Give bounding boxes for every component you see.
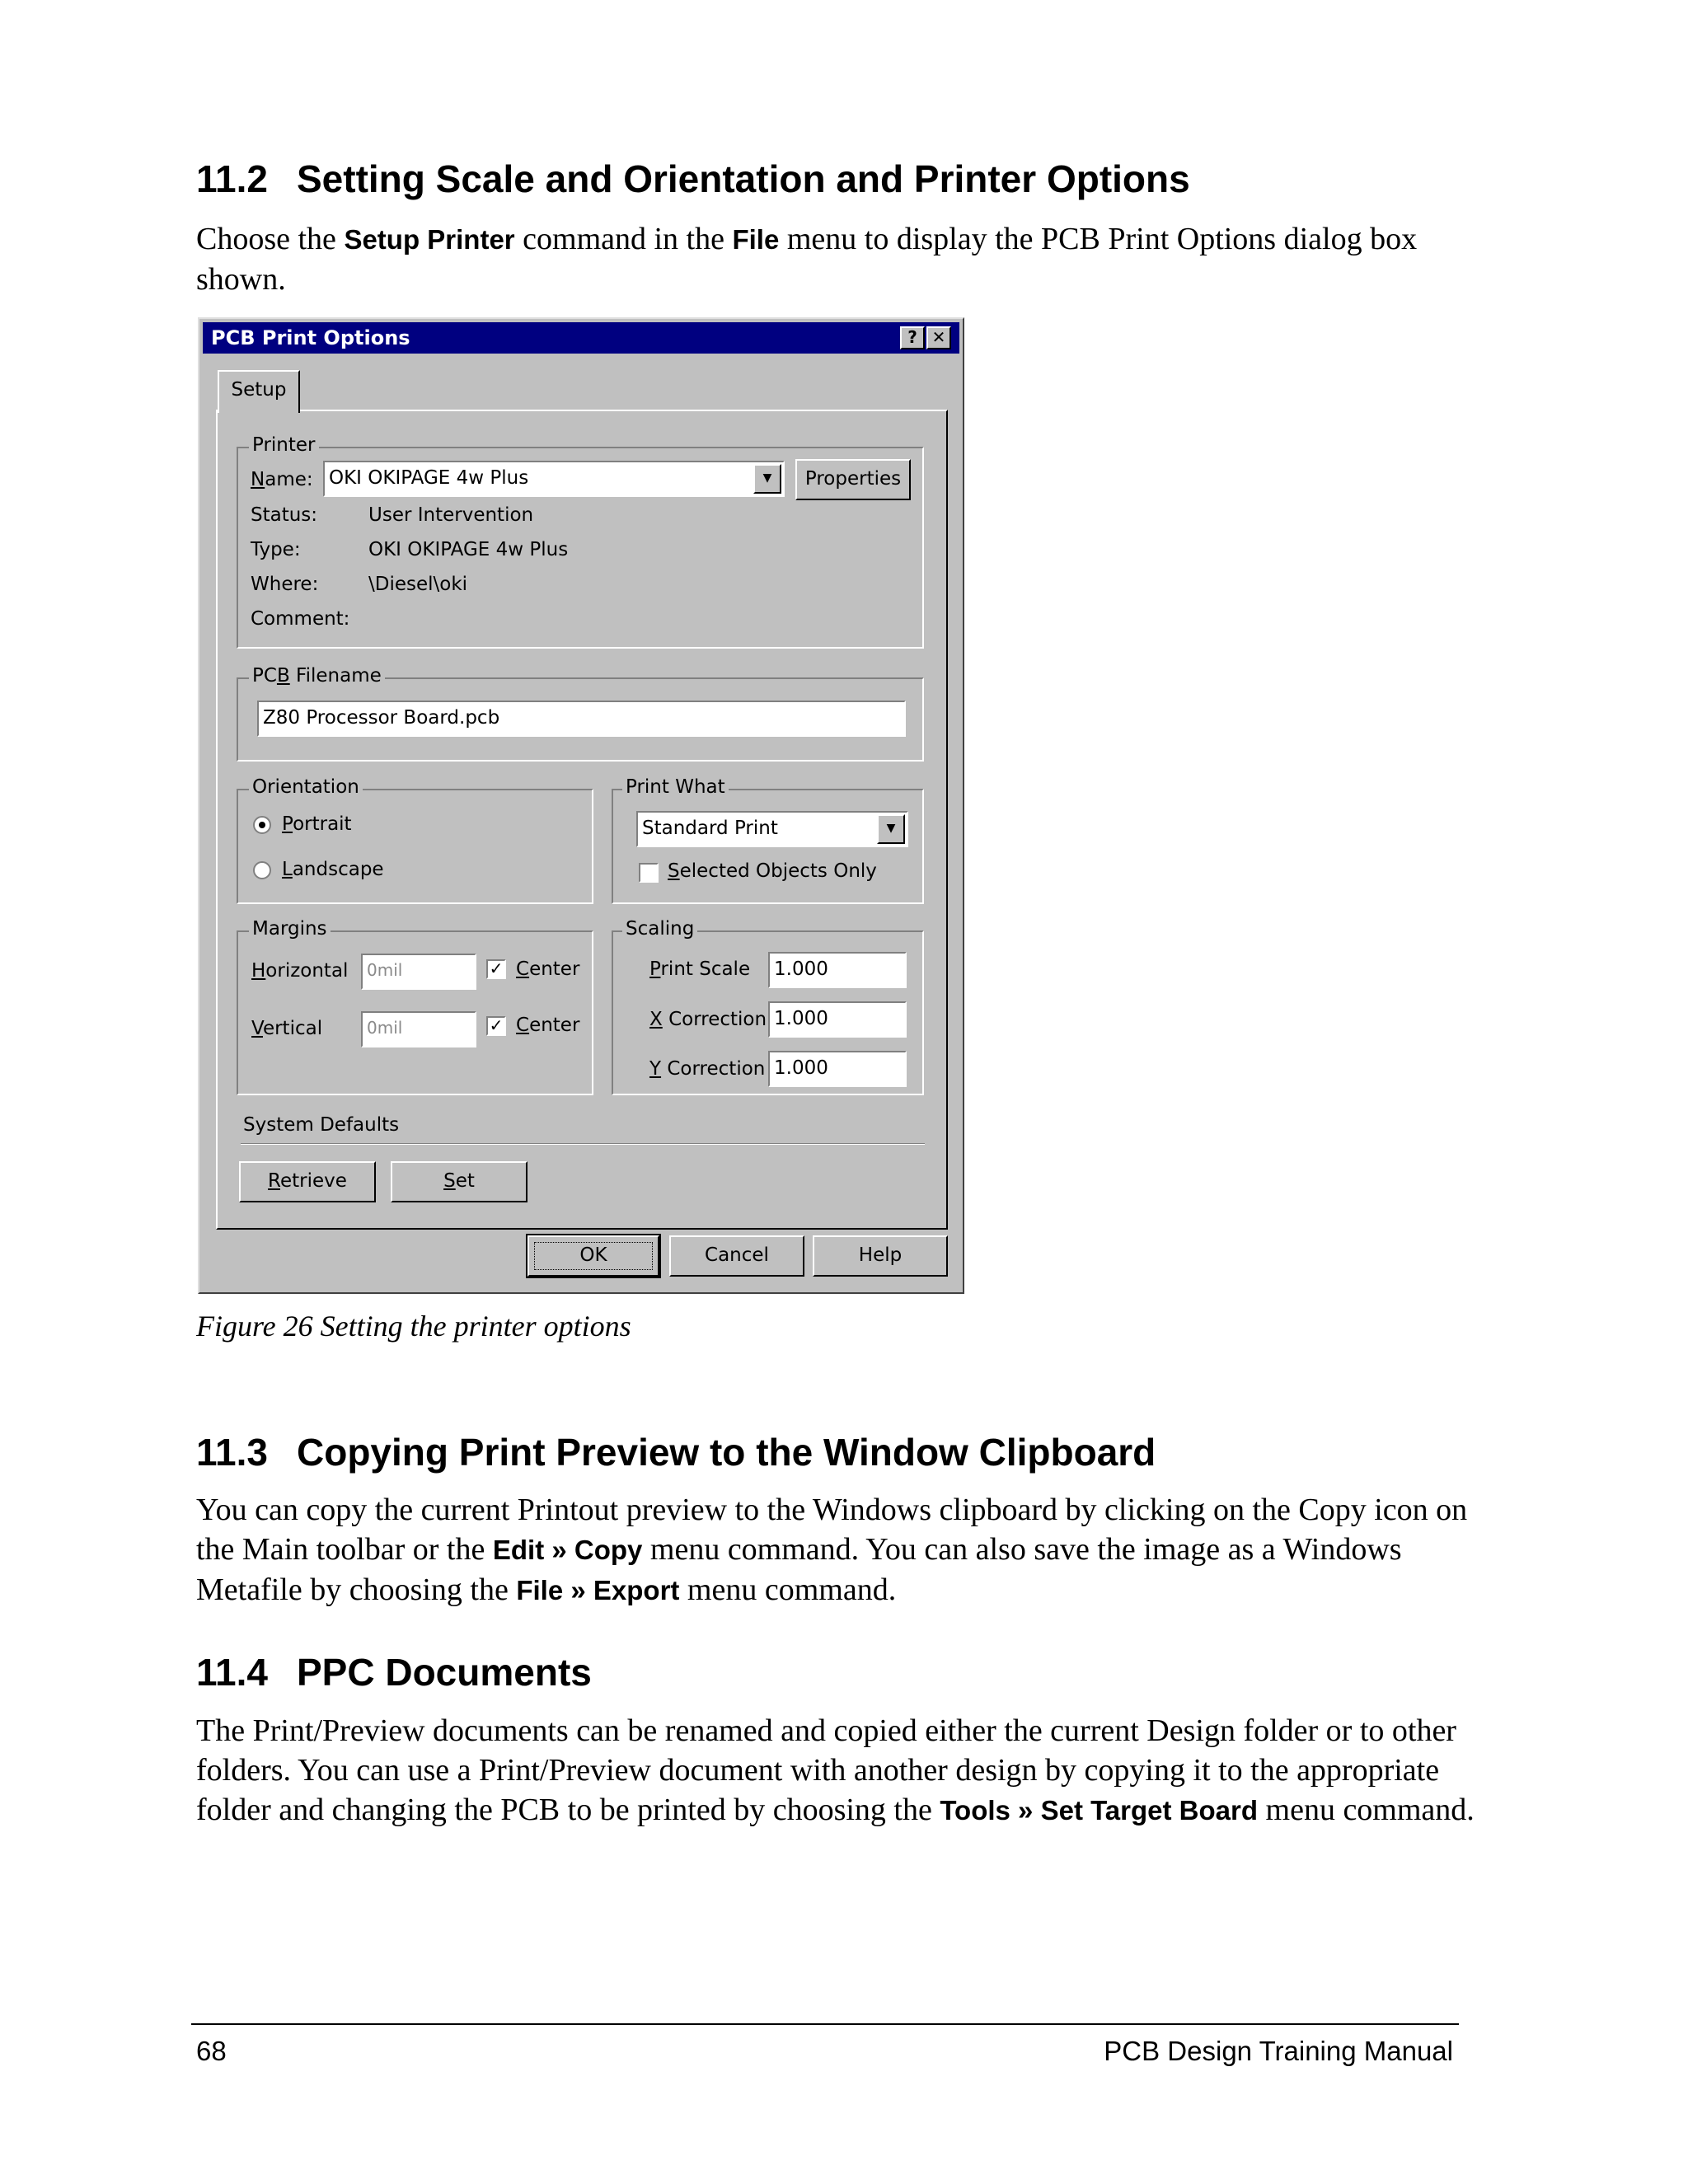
section-number: 11.3 (196, 1431, 268, 1474)
footer-rule (191, 2023, 1459, 2025)
label-text: etrieve (280, 1170, 347, 1192)
pcb-print-options-dialog (198, 317, 964, 1294)
button-label: OK (579, 1244, 607, 1266)
section-title: Copying Print Preview to the Window Clipboard (297, 1431, 1156, 1474)
set-button[interactable] (391, 1161, 528, 1202)
separator (241, 1143, 925, 1145)
type-label: Type: (251, 539, 301, 560)
label-text: andscape (292, 859, 384, 880)
mnemonic: H (251, 960, 266, 982)
pcb-filename-legend (249, 665, 385, 687)
menu-name: File (732, 224, 780, 255)
mnemonic: V (251, 1018, 263, 1039)
section-title: PPC Documents (297, 1651, 592, 1694)
help-question-icon[interactable]: ? (900, 326, 925, 349)
menu-command: File » Export (516, 1575, 680, 1605)
label-text: ame: (265, 469, 313, 490)
print-what-select[interactable] (636, 811, 908, 847)
vertical-margin-input[interactable]: 0mil (361, 1011, 476, 1047)
text: menu command. (679, 1572, 897, 1607)
mnemonic: P (282, 813, 293, 835)
print-what-legend: Print What (622, 776, 729, 798)
section-number: 11.4 (196, 1651, 268, 1694)
command-name: Setup Printer (344, 224, 515, 255)
mnemonic: N (251, 469, 265, 490)
vertical-center-label[interactable] (516, 1015, 579, 1036)
retrieve-button[interactable] (239, 1161, 376, 1202)
portrait-label[interactable] (282, 813, 352, 835)
name-label (251, 469, 313, 490)
comment-label: Comment: (251, 608, 350, 630)
text: command in the (514, 222, 733, 256)
cancel-button[interactable]: Cancel (669, 1235, 804, 1277)
pcb-filename-input[interactable]: Z80 Processor Board.pcb (257, 701, 906, 737)
text: You can copy the current Printout preview to the Windows clipboard by clicking on the Copy icon on the Main toolbar or the (196, 1493, 1468, 1567)
text: The Print/Preview documents can be renamed and copied either the current Design folder or to other folders. You can use a Print/Preview document with another design by copying it to the appropriate folder and changing the PCB to be printed by choosing the (196, 1713, 1456, 1827)
label-text: enter (529, 1015, 580, 1036)
scaling-legend: Scaling (622, 918, 697, 940)
label-text: orizontal (265, 960, 349, 982)
dialog-title: PCB Print Options (211, 326, 410, 349)
printer-name-value: OKI OKIPAGE 4w Plus (329, 467, 529, 489)
chevron-down-icon[interactable]: ▼ (877, 814, 905, 844)
vertical-center-checkbox[interactable]: ✓ (486, 1016, 506, 1036)
label-text: enter (529, 958, 580, 980)
landscape-label[interactable] (282, 859, 384, 880)
menu-command: Edit » Copy (492, 1535, 643, 1565)
x-correction-label (649, 1009, 767, 1030)
portrait-radio[interactable] (253, 816, 271, 834)
chevron-down-icon[interactable]: ▼ (753, 464, 781, 494)
mnemonic: R (268, 1170, 280, 1192)
label-text: Correction (661, 1058, 766, 1080)
heading-11-3 (196, 1430, 1156, 1474)
properties-button[interactable]: Properties (795, 459, 911, 500)
selected-objects-checkbox[interactable] (639, 863, 659, 883)
label-text: ertical (262, 1018, 323, 1039)
orientation-legend: Orientation (249, 776, 363, 798)
legend-text: PC (252, 665, 277, 687)
paragraph-11-3 (196, 1490, 1482, 1610)
label-text: rint Scale (660, 958, 751, 980)
horizontal-center-label[interactable] (516, 958, 579, 980)
status-label: Status: (251, 504, 318, 526)
text: menu command. (1258, 1793, 1475, 1827)
mnemonic: X (649, 1009, 663, 1030)
mnemonic: Y (649, 1058, 662, 1080)
print-what-value: Standard Print (642, 818, 778, 839)
orientation-group (237, 789, 593, 904)
text: Choose the (196, 222, 345, 256)
x-correction-input[interactable]: 1.000 (768, 1001, 907, 1038)
text: menu to display the PCB Print Options dialog box shown. (196, 222, 1418, 297)
close-icon[interactable]: ✕ (926, 326, 951, 349)
mnemonic: L (282, 859, 293, 880)
mnemonic: S (443, 1170, 456, 1192)
horizontal-label (251, 960, 348, 982)
mnemonic: P (649, 958, 661, 980)
type-value: OKI OKIPAGE 4w Plus (368, 539, 569, 560)
focus-rect (534, 1242, 653, 1270)
label-text: ortrait (293, 813, 352, 835)
label-text: elected Objects Only (679, 860, 877, 882)
figure-caption: Figure 26 Setting the printer options (196, 1310, 631, 1343)
paragraph-11-4 (196, 1711, 1482, 1830)
tab-setup[interactable]: Setup (218, 370, 300, 413)
status-value: User Intervention (368, 504, 534, 526)
selected-objects-label[interactable] (668, 860, 877, 882)
ok-button[interactable] (528, 1235, 659, 1277)
printer-legend: Printer (249, 434, 319, 456)
mnemonic: B (276, 665, 290, 687)
y-correction-label (649, 1058, 765, 1080)
heading-11-2 (196, 157, 1190, 201)
mnemonic: S (668, 860, 680, 882)
vertical-label (251, 1018, 322, 1039)
page-number: 68 (196, 2036, 227, 2066)
section-number: 11.2 (196, 157, 268, 200)
text: menu command. You can also save the image as a Windows Metafile by choosing the (196, 1532, 1402, 1607)
y-correction-input[interactable]: 1.000 (768, 1051, 907, 1087)
mnemonic: C (516, 1015, 530, 1036)
menu-command: Tools » Set Target Board (940, 1795, 1259, 1825)
where-label: Where: (251, 574, 319, 595)
help-button[interactable]: Help (813, 1235, 948, 1277)
paragraph-11-2 (196, 219, 1482, 299)
margins-legend: Margins (249, 918, 331, 940)
dialog-titlebar (203, 322, 959, 354)
horizontal-margin-input[interactable]: 0mil (361, 954, 476, 990)
legend-text: Filename (289, 665, 382, 687)
mnemonic: C (516, 958, 530, 980)
landscape-radio[interactable] (253, 861, 271, 879)
print-scale-input[interactable]: 1.000 (768, 952, 907, 988)
horizontal-center-checkbox[interactable]: ✓ (486, 959, 506, 979)
where-value: \Diesel\oki (368, 574, 468, 595)
heading-11-4 (196, 1650, 592, 1694)
label-text: et (455, 1170, 475, 1192)
print-scale-label (649, 958, 750, 980)
manual-title: PCB Design Training Manual (1104, 2036, 1453, 2066)
label-text: Correction (662, 1009, 767, 1030)
section-title: Setting Scale and Orientation and Printer Options (297, 157, 1190, 200)
system-defaults-label: System Defaults (243, 1114, 400, 1136)
printer-name-select[interactable] (323, 461, 785, 497)
